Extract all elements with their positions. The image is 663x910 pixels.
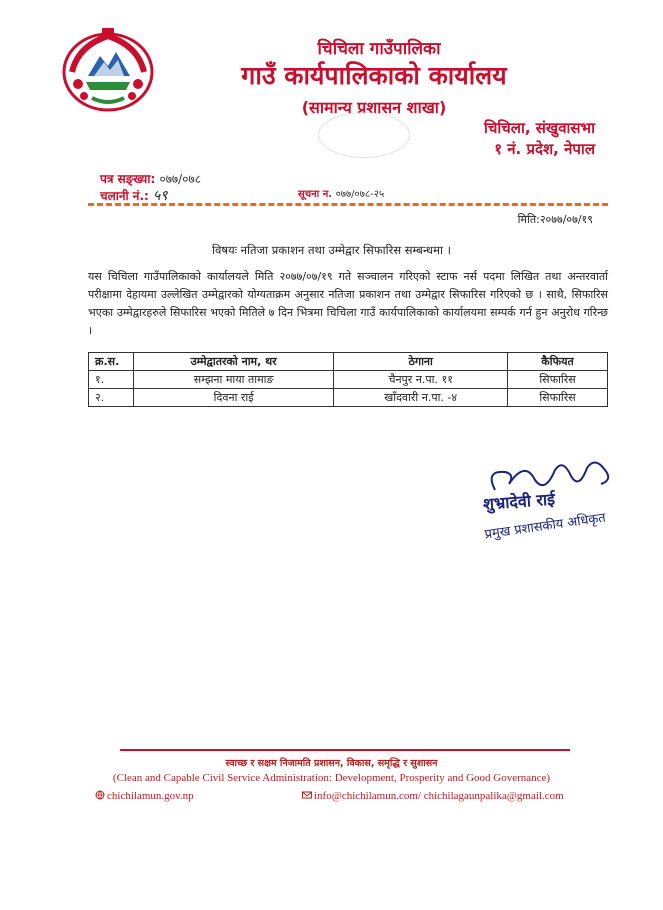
- col-remarks: कैफियत: [508, 353, 608, 371]
- envelope-icon: [302, 790, 312, 800]
- cell-remarks: सिफारिस: [508, 371, 608, 389]
- dispatch-number: चलानी नं.: ५९: [100, 188, 168, 204]
- cell-name: दिवना राई: [134, 389, 334, 407]
- office-name: गाउँ कार्यपालिकाको कार्यालय: [241, 61, 507, 90]
- col-serial: क्र.स.: [89, 353, 134, 371]
- municipality-name: चिचिला गाउँपालिका: [317, 39, 441, 59]
- header-divider: [88, 203, 608, 206]
- signatory-name: शुभ्रादेवी राई: [482, 489, 556, 514]
- letter-date: मिति:२०७७/०७/१९: [517, 213, 593, 226]
- footer-motto-english: (Clean and Capable Civil Service Administration: Development, Prosperity and Good Governance): [112, 772, 551, 784]
- col-name: उम्मेद्वातरको नाम, थर: [134, 353, 334, 371]
- footer-motto: स्वाच्छ र सक्षम निजामति प्रशासन, विकास, समृद्धि र सुशासन: [225, 758, 438, 769]
- cell-serial: २.: [89, 389, 134, 407]
- letter-subject: विषयः नतिजा प्रकाशन तथा उम्मेद्वार सिफारिस सम्बन्धमा ।: [212, 243, 451, 257]
- footer-divider: [120, 749, 570, 751]
- notice-number: सूचना न. ०७७/०७८-२५: [298, 189, 385, 200]
- letter-number: पत्र सङ्ख्या: ०७७/०७८: [100, 172, 201, 186]
- table-row: [89, 389, 608, 407]
- cell-serial: १.: [89, 371, 134, 389]
- address-line-2: १ नं. प्रदेश, नेपाल: [494, 140, 595, 158]
- address-line-1: चिचिला, संखुवासभा: [483, 119, 595, 137]
- letter-body: यस चिचिला गाउँपालिकाको कार्यालयले मिति २०७७/०७/१९ गते सञ्चालन गरिएको स्टाफ नर्स पदमा लिखित तथा अन्तरवार्ता परीक्षामा देहायमा उल्लेखित उम्मेद्वारको योग्यताक्रम अनुसार नतिजा प्रकाशन तथा उम्मेद्वार सिफारिस गरिएको छ । साथै, सिफारिस भएका उम्मेद्वारहरुले सिफारिस भएको मितिले ७ दिन भित्रमा चिचिला गाउँ कार्यपालिकाको कार्यालयमा सम्पर्क गर्न हुन अनुरोध गरिन्छ ।: [88, 270, 608, 337]
- footer-website[interactable]: chichilamun.gov.np: [95, 790, 194, 802]
- office-stamp: [318, 112, 410, 158]
- section-name: (सामान्य प्रशासन शाखा): [301, 98, 447, 117]
- results-table: [88, 352, 608, 407]
- cell-name: सम्झना माया तामाङ: [134, 371, 334, 389]
- table-header-row: [89, 353, 608, 371]
- col-address: ठेगाना: [334, 353, 508, 371]
- table-row: [89, 371, 608, 389]
- cell-remarks: सिफारिस: [508, 389, 608, 407]
- signatory-title: प्रमुख प्रशासकीय अधिकृत: [483, 510, 607, 543]
- footer-email[interactable]: info@chichilamun.com/ chichilagaunpalika@gmail.com: [302, 790, 564, 802]
- cell-address: चैनपुर न.पा. ११: [334, 371, 508, 389]
- cell-address: खाँदवारी न.पा. -४: [334, 389, 508, 407]
- globe-icon: [95, 790, 105, 800]
